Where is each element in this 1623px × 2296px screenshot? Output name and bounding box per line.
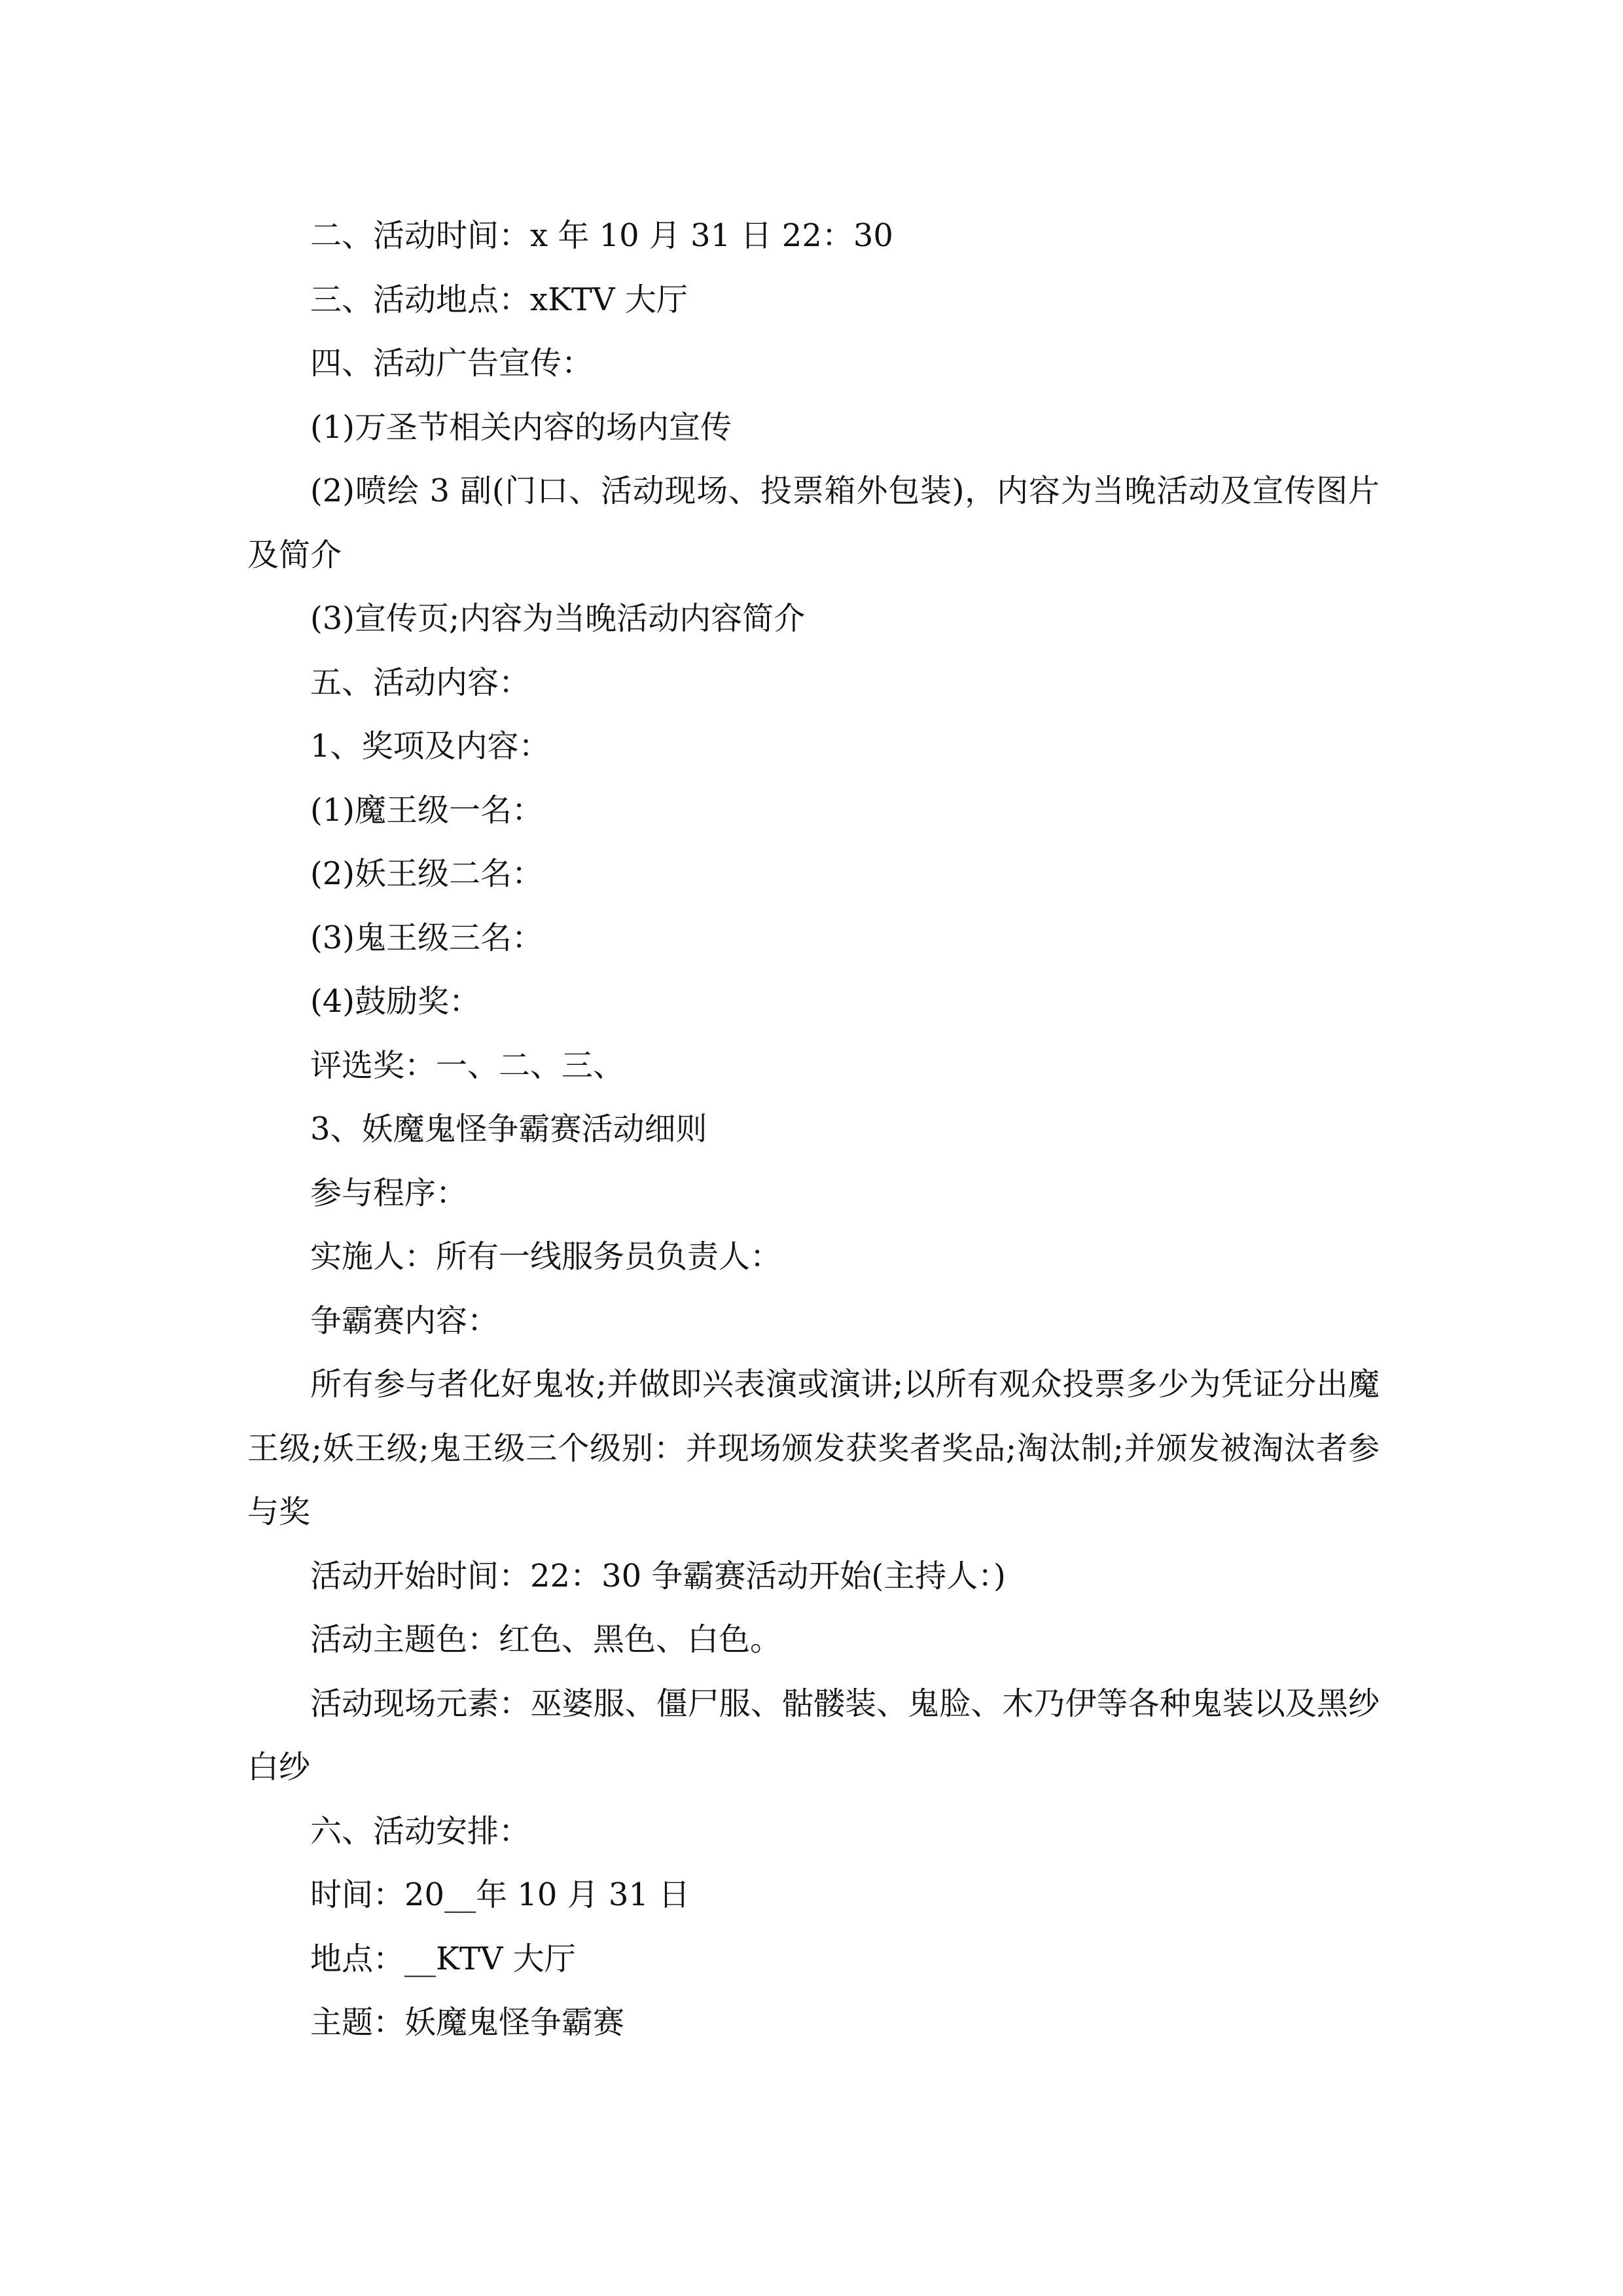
paragraph-activity-location: 三、活动地点：xKTV 大厅 [310,281,688,318]
paragraph-content-heading: 五、活动内容： [310,664,531,701]
document-body [247,204,1380,2055]
paragraph-award-encouragement: (4)鼓励奖： [310,983,480,1020]
paragraph-advertising-item-3: (3)宣传页;内容为当晚活动内容简介 [310,600,806,637]
paragraph-scene-elements: 活动现场元素：巫婆服、僵尸服、骷髅装、鬼脸、木乃伊等各种鬼装以及黑纱白纱 [247,1685,1380,1785]
paragraph-arrangement-theme: 主题：妖魔鬼怪争霸赛 [310,2004,625,2041]
paragraph-award-monster-king: (2)妖王级二名： [310,855,543,892]
paragraph-activity-time: 二、活动时间：x 年 10 月 31 日 22：30 [310,217,893,254]
paragraph-award-demon-king: (1)魔王级一名： [310,791,543,829]
paragraph-implementer: 实施人：所有一线服务员负责人： [310,1238,782,1275]
paragraph-participation-procedure: 参与程序： [310,1174,468,1211]
paragraph-arrangement-heading: 六、活动安排： [310,1812,531,1850]
paragraph-start-time: 活动开始时间：22：30 争霸赛活动开始(主持人：) [310,1557,1006,1594]
paragraph-selection-awards: 评选奖：一、二、三、 [310,1047,625,1084]
paragraph-contest-rules-heading: 3、妖魔鬼怪争霸赛活动细则 [310,1111,707,1147]
paragraph-contest-content: 所有参与者化好鬼妆;并做即兴表演或演讲;以所有观众投票多少为凭证分出魔王级;妖王级;鬼王级三个级别：并现场颁发获奖者奖品;淘汰制;并颁发被淘汰者参与奖 [247,1366,1380,1530]
paragraph-arrangement-location: 地点：__KTV 大厅 [310,1940,576,1977]
paragraph-advertising-item-2: (2)喷绘 3 副(门口、活动现场、投票箱外包装)，内容为当晚活动及宣传图片及简介 [247,473,1380,573]
paragraph-advertising-heading: 四、活动广告宣传： [310,345,594,382]
paragraph-arrangement-time: 时间：20__年 10 月 31 日 [310,1876,690,1913]
paragraph-awards-heading: 1、奖项及内容： [310,728,550,764]
paragraph-award-ghost-king: (3)鬼王级三名： [310,919,543,956]
paragraph-theme-colors: 活动主题色：红色、黑色、白色。 [310,1621,782,1658]
paragraph-contest-content-heading: 争霸赛内容： [310,1302,499,1339]
paragraph-advertising-item-1: (1)万圣节相关内容的场内宣传 [310,408,732,446]
